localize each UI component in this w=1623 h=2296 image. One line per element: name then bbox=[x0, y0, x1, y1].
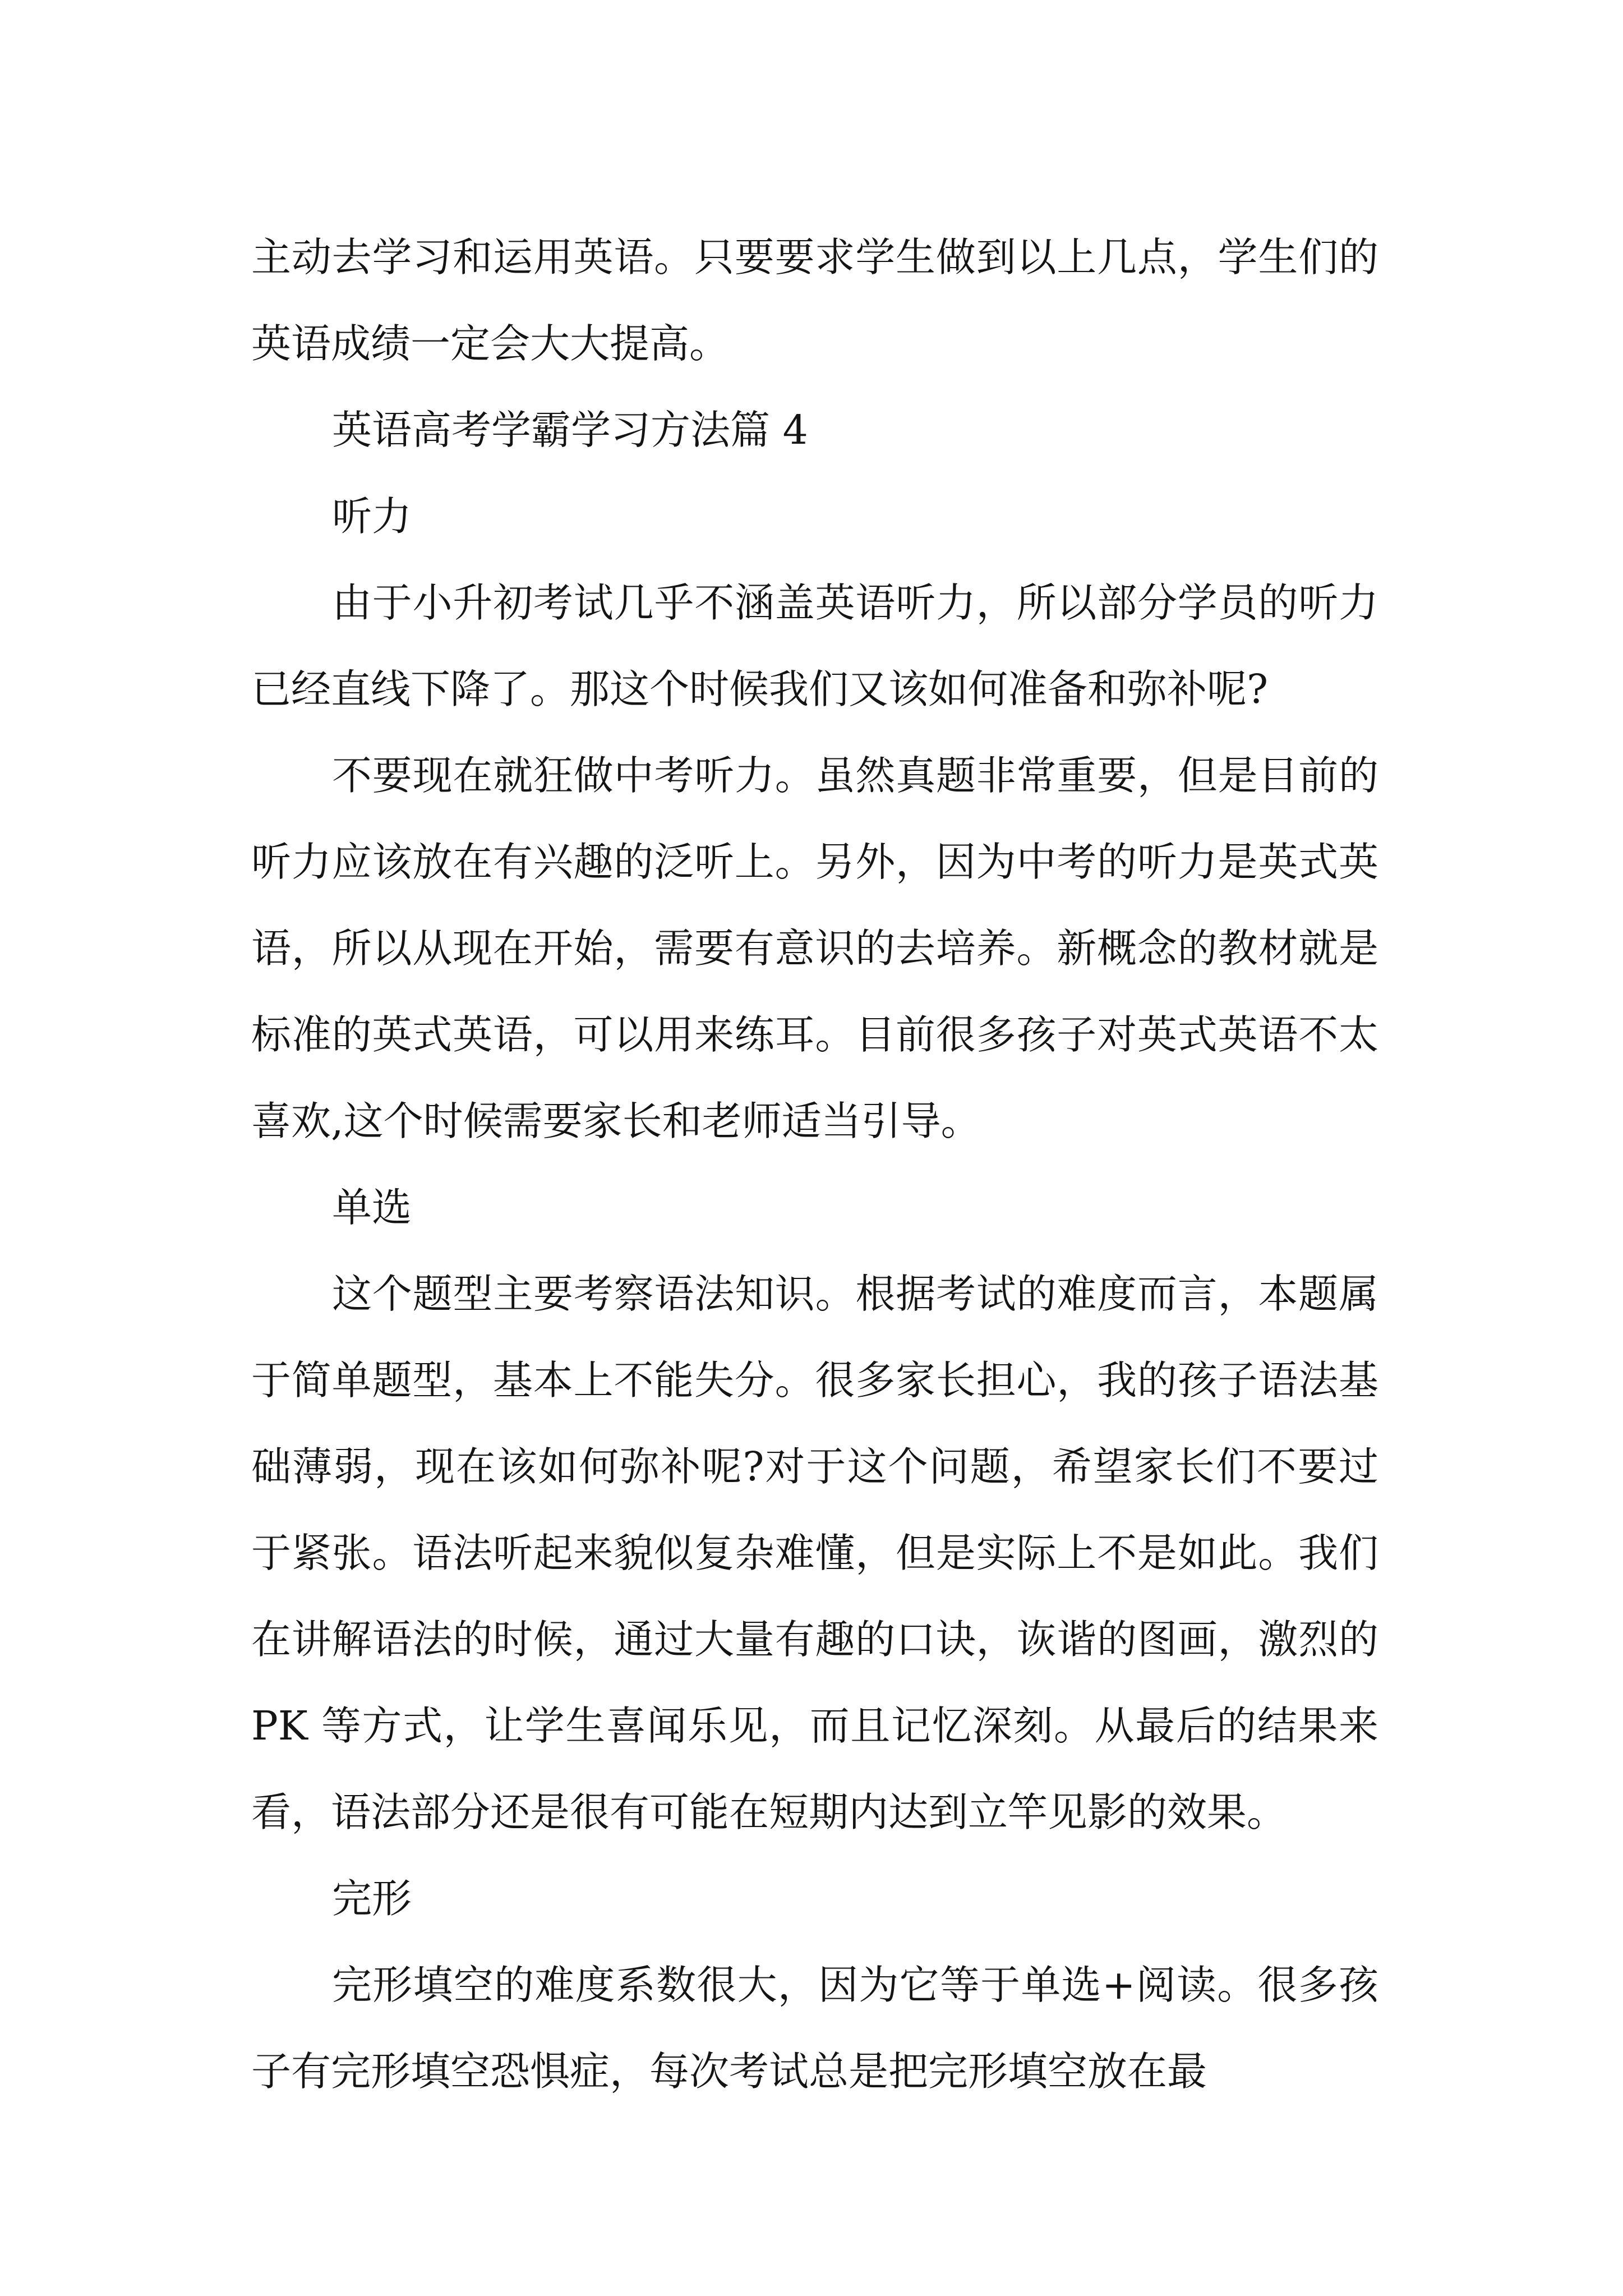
paragraph-listening-advice: 不要现在就狂做中考听力。虽然真题非常重要，但是目前的听力应该放在有兴趣的泛听上。另外，因为中考的听力是英式英语，所以从现在开始，需要有意识的去培养。新概念的教材就是标准的英式英语，可以用来练耳。目前很多孩子对英式英语不太喜欢,这个时候需要家长和老师适当引导。 bbox=[251, 752, 1378, 1144]
document-body bbox=[251, 214, 1378, 2115]
subheading-cloze: 完形 bbox=[332, 1875, 412, 1922]
section-heading-method-4: 英语高考学霸学习方法篇 4 bbox=[332, 407, 808, 453]
paragraph-listening-intro: 由于小升初考试几乎不涵盖英语听力，所以部分学员的听力已经直线下降了。那这个时候我们又该如何准备和弥补呢? bbox=[251, 579, 1378, 712]
paragraph-cloze: 完形填空的难度系数很大，因为它等于单选+阅读。很多孩子有完形填空恐惧症，每次考试总是把完形填空放在最 bbox=[251, 1962, 1378, 2095]
subheading-single-choice: 单选 bbox=[332, 1184, 412, 1231]
subheading-listening: 听力 bbox=[332, 493, 412, 540]
paragraph-continuation: 主动去学习和运用英语。只要要求学生做到以上几点，学生们的英语成绩一定会大大提高。 bbox=[251, 234, 1378, 367]
paragraph-single-choice: 这个题型主要考察语法知识。根据考试的难度而言，本题属于简单题型，基本上不能失分。很多家长担心，我的孩子语法基础薄弱，现在该如何弥补呢?对于这个问题，希望家长们不要过于紧张。语法听起来貌似复杂难懂，但是实际上不是如此。我们在讲解语法的时候，通过大量有趣的口诀，诙谐的图画，激烈的 PK 等方式，让学生喜闻乐见，而且记忆深刻。从最后的结果来看，语法部分还是很有可能在短期内达到立竿见影的效果。 bbox=[251, 1271, 1378, 1835]
